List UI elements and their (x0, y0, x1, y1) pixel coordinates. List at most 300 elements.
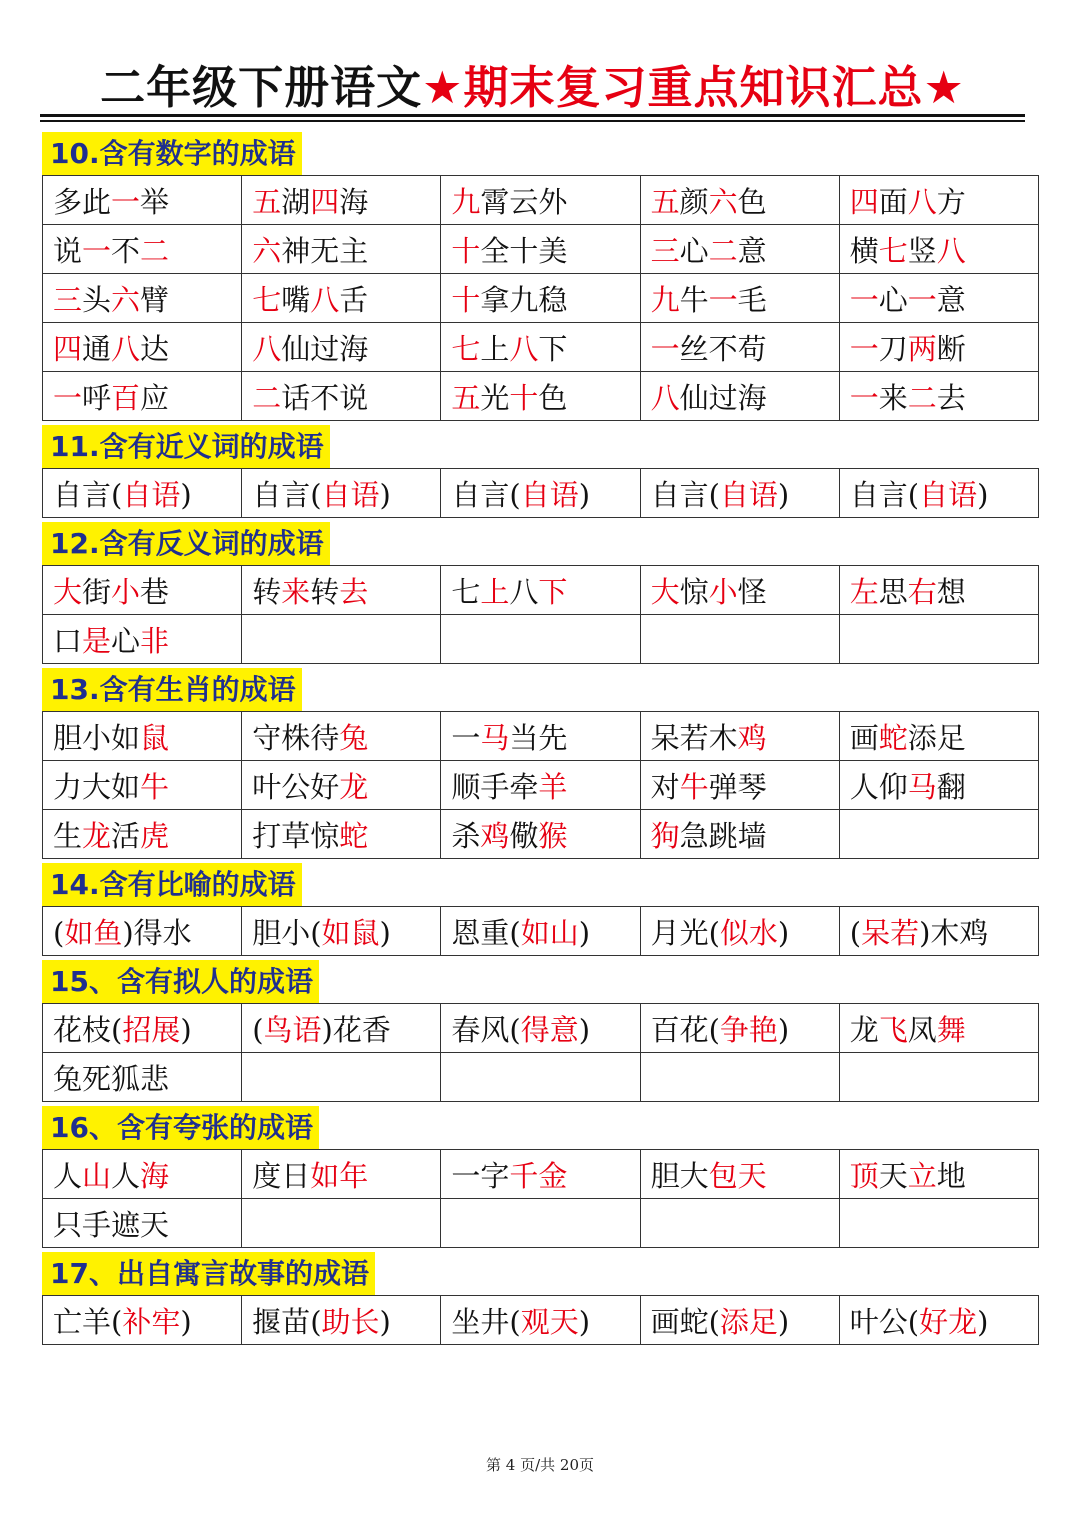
idiom-text: ) (180, 477, 192, 512)
idiom-cell (242, 1150, 441, 1199)
idiom-text: 人 (111, 1158, 141, 1193)
idiom-cell (441, 566, 640, 615)
idiom-highlight: 五 (252, 184, 282, 219)
idiom-text: 胆小( (252, 915, 322, 950)
section-heading-label: 13.含有生肖的成语 (42, 668, 302, 711)
idiom-text: 头 (82, 282, 112, 317)
idiom-highlight: 十 (509, 380, 539, 415)
idiom-text: 急跳墙 (679, 818, 767, 853)
section-heading-label: 10.含有数字的成语 (42, 132, 302, 175)
idiom-cell (242, 274, 441, 323)
idiom-highlight: 十 (451, 282, 481, 317)
idiom-cell (43, 1004, 242, 1053)
idiom-highlight: 四 (310, 184, 340, 219)
idiom-highlight: 百 (111, 380, 141, 415)
idiom-text: 天 (878, 1158, 908, 1193)
idiom-text: 不 (111, 233, 141, 268)
idiom-cell (839, 907, 1038, 956)
idiom-highlight: 五 (650, 184, 680, 219)
idiom-text: 八 (509, 574, 539, 609)
idiom-cell (242, 1004, 441, 1053)
table-row (43, 712, 1039, 761)
idiom-text: ) (777, 477, 790, 512)
idiom-text: ) (379, 915, 391, 950)
idiom-highlight: 一 (111, 184, 141, 219)
idiom-text: 意 (737, 233, 767, 268)
idiom-highlight: 三 (650, 233, 680, 268)
idiom-text: ) (578, 477, 591, 512)
idiom-text: 海 (339, 184, 369, 219)
idiom-text: 心 (878, 282, 908, 317)
idiom-text: ) (379, 477, 391, 512)
table-row (43, 469, 1039, 518)
idiom-text: ) (777, 1012, 790, 1047)
idiom-highlight: 小 (708, 574, 738, 609)
idiom-highlight: 一 (849, 380, 879, 415)
section-heading (42, 859, 1039, 906)
idiom-text: 呼 (82, 380, 112, 415)
idiom-text: 想 (936, 574, 966, 609)
section-heading (42, 664, 1039, 711)
idiom-text: 月光( (650, 915, 720, 950)
idiom-text: 方 (936, 184, 966, 219)
idiom-text: 举 (140, 184, 170, 219)
idiom-highlight: 一 (53, 380, 83, 415)
idiom-cell (640, 712, 839, 761)
idiom-text: 丝不苟 (679, 331, 767, 366)
idiom-cell (839, 225, 1038, 274)
idiom-cell (43, 225, 242, 274)
idiom-highlight: 一 (650, 331, 680, 366)
idiom-text: 上 (480, 331, 510, 366)
idiom-cell (839, 372, 1038, 421)
idiom-highlight: 二 (252, 380, 282, 415)
idiom-cell (43, 1150, 242, 1199)
idiom-text: 春风( (451, 1012, 521, 1047)
idiom-highlight: 虎 (140, 818, 170, 853)
idiom-cell (839, 712, 1038, 761)
title-underline-thin (40, 120, 1025, 122)
idiom-text: 地 (936, 1158, 966, 1193)
idiom-cell (640, 225, 839, 274)
idiom-text: 弹琴 (708, 769, 767, 804)
idiom-text: 恩重( (451, 915, 521, 950)
idiom-highlight: 狗 (650, 818, 680, 853)
idiom-text: 胆大 (650, 1158, 709, 1193)
idiom-highlight: 龙 (82, 818, 112, 853)
idiom-cell (43, 761, 242, 810)
idiom-cell (43, 810, 242, 859)
idiom-highlight: 六 (252, 233, 282, 268)
idiom-highlight: 添足 (719, 1304, 778, 1339)
idiom-cell (43, 372, 242, 421)
idiom-text: 断 (936, 331, 966, 366)
idiom-highlight: 千金 (509, 1158, 568, 1193)
idiom-highlight: 大 (53, 574, 83, 609)
idiom-highlight: 鸡 (737, 720, 767, 755)
idiom-cell (242, 1199, 441, 1248)
idiom-text: 只手遮天 (53, 1207, 170, 1242)
idiom-highlight: 猴 (538, 818, 568, 853)
idiom-highlight: 自语 (719, 477, 778, 512)
idiom-cell (640, 1004, 839, 1053)
idiom-highlight: 二 (140, 233, 170, 268)
table-row (43, 566, 1039, 615)
idiom-text: 牛 (679, 282, 709, 317)
idiom-cell (640, 615, 839, 664)
idiom-text: 人仰 (849, 769, 908, 804)
idiom-text: 光 (480, 380, 510, 415)
idiom-text: 神无主 (281, 233, 369, 268)
idiom-highlight: 助长 (321, 1304, 380, 1339)
idiom-highlight: 三 (53, 282, 83, 317)
section-heading (42, 518, 1039, 565)
idiom-cell (43, 176, 242, 225)
idiom-text: 刀 (878, 331, 908, 366)
idiom-cell (640, 469, 839, 518)
idiom-table (42, 175, 1039, 421)
idiom-table (42, 711, 1039, 859)
idiom-cell (441, 761, 640, 810)
idiom-text: 翻 (936, 769, 966, 804)
idiom-cell (839, 566, 1038, 615)
idiom-cell (640, 1053, 839, 1102)
idiom-cell (640, 372, 839, 421)
page-title (40, 48, 1025, 118)
idiom-table (42, 1003, 1039, 1102)
idiom-cell (640, 566, 839, 615)
idiom-cell (43, 615, 242, 664)
section-heading-label: 16、含有夸张的成语 (42, 1106, 319, 1149)
idiom-highlight: 羊 (538, 769, 568, 804)
table-row (43, 274, 1039, 323)
idiom-cell (640, 1199, 839, 1248)
idiom-text: ) (180, 1012, 192, 1047)
table-row (43, 1053, 1039, 1102)
idiom-cell (43, 469, 242, 518)
idiom-highlight: 是 (82, 623, 112, 658)
idiom-text: ) (578, 915, 591, 950)
idiom-highlight: 蛇 (339, 818, 369, 853)
idiom-text: ) (578, 1304, 591, 1339)
idiom-cell (441, 176, 640, 225)
idiom-table (42, 906, 1039, 956)
idiom-text: 怪 (737, 574, 767, 609)
idiom-highlight: 舞 (936, 1012, 966, 1047)
idiom-text: 力大如 (53, 769, 141, 804)
idiom-table (42, 468, 1039, 518)
idiom-cell (640, 1150, 839, 1199)
idiom-text: 面 (878, 184, 908, 219)
idiom-cell (839, 1053, 1038, 1102)
section-heading (42, 128, 1039, 175)
idiom-highlight: 二 (907, 380, 937, 415)
idiom-cell (242, 712, 441, 761)
table-row (43, 176, 1039, 225)
idiom-cell (441, 1150, 640, 1199)
idiom-text: 巷 (140, 574, 170, 609)
idiom-highlight: 八 (650, 380, 680, 415)
idiom-text: 画 (849, 720, 879, 755)
idiom-highlight: 去 (339, 574, 369, 609)
idiom-cell (640, 274, 839, 323)
idiom-highlight: 自语 (919, 477, 978, 512)
idiom-text: 叶公( (849, 1304, 920, 1339)
idiom-cell (640, 1296, 839, 1345)
idiom-text: 人 (53, 1158, 83, 1193)
idiom-text: 花枝( (53, 1012, 123, 1047)
table-row (43, 907, 1039, 956)
idiom-text: 达 (140, 331, 170, 366)
idiom-text: ) (777, 915, 790, 950)
idiom-text: 仙过海 (281, 331, 369, 366)
page-footer: 第 4 页/共 20页 (486, 1456, 594, 1474)
idiom-text: 口 (53, 623, 83, 658)
idiom-cell (43, 566, 242, 615)
idiom-text: 心 (679, 233, 709, 268)
idiom-text: 臂 (140, 282, 170, 317)
idiom-highlight: 观天 (520, 1304, 579, 1339)
idiom-highlight: 牛 (140, 769, 170, 804)
idiom-text: 生 (53, 818, 83, 853)
idiom-text: 转 (310, 574, 340, 609)
table-row (43, 615, 1039, 664)
idiom-highlight: 四 (53, 331, 83, 366)
idiom-table (42, 1295, 1039, 1345)
idiom-cell (441, 225, 640, 274)
idiom-cell (242, 907, 441, 956)
idiom-cell (441, 1053, 640, 1102)
idiom-text: 自言( (849, 477, 920, 512)
idiom-highlight: 左 (849, 574, 879, 609)
idiom-cell (43, 1296, 242, 1345)
idiom-cell (839, 810, 1038, 859)
idiom-highlight: 一 (82, 233, 112, 268)
idiom-highlight: 右 (907, 574, 937, 609)
idiom-cell (441, 372, 640, 421)
idiom-cell (242, 1296, 441, 1345)
idiom-text: ( (849, 915, 862, 950)
idiom-cell (441, 469, 640, 518)
idiom-text: 全十美 (480, 233, 568, 268)
idiom-text: 当先 (509, 720, 568, 755)
idiom-text: ) (777, 1304, 790, 1339)
idiom-text: 坐井( (451, 1304, 521, 1339)
idiom-highlight: 九 (451, 184, 481, 219)
idiom-text: 一字 (451, 1158, 510, 1193)
idiom-table (42, 1149, 1039, 1248)
idiom-highlight: 七 (878, 233, 908, 268)
idiom-text: 心 (111, 623, 141, 658)
idiom-text: 一 (451, 720, 481, 755)
idiom-text: 揠苗( (252, 1304, 322, 1339)
idiom-highlight: 六 (708, 184, 738, 219)
idiom-cell (839, 1150, 1038, 1199)
idiom-text: 惊 (679, 574, 709, 609)
section-heading-label: 14.含有比喻的成语 (42, 863, 302, 906)
idiom-cell (242, 469, 441, 518)
idiom-highlight: 自语 (321, 477, 380, 512)
idiom-cell (242, 372, 441, 421)
idiom-cell (839, 1296, 1038, 1345)
idiom-highlight: 飞 (878, 1012, 908, 1047)
idiom-highlight: 鼠 (140, 720, 170, 755)
idiom-cell (441, 712, 640, 761)
idiom-highlight: 大 (650, 574, 680, 609)
idiom-table (42, 565, 1039, 664)
idiom-text: 湖 (281, 184, 311, 219)
idiom-text: 兔死狐悲 (53, 1061, 170, 1096)
idiom-text: 颜 (679, 184, 709, 219)
idiom-text: 思 (878, 574, 908, 609)
idiom-highlight: 两 (907, 331, 937, 366)
idiom-text: ) (977, 1304, 989, 1339)
idiom-text: 横 (849, 233, 879, 268)
idiom-text: 应 (140, 380, 170, 415)
idiom-highlight: 招展 (122, 1012, 181, 1047)
idiom-text: 自言( (451, 477, 521, 512)
idiom-cell (441, 907, 640, 956)
idiom-text: 通 (82, 331, 112, 366)
idiom-text: 顺手牵 (451, 769, 539, 804)
idiom-cell (441, 1199, 640, 1248)
idiom-highlight: 马 (907, 769, 937, 804)
idiom-highlight: 自语 (122, 477, 181, 512)
idiom-cell (640, 810, 839, 859)
idiom-text: 转 (252, 574, 282, 609)
idiom-highlight: 争艳 (719, 1012, 778, 1047)
idiom-highlight: 六 (111, 282, 141, 317)
table-row (43, 323, 1039, 372)
idiom-highlight: 鸡 (480, 818, 510, 853)
idiom-highlight: 非 (140, 623, 170, 658)
idiom-cell (242, 323, 441, 372)
section-heading (42, 421, 1039, 468)
idiom-text: )木鸡 (919, 915, 989, 950)
idiom-highlight: 鸟语 (263, 1012, 322, 1047)
idiom-highlight: 小 (111, 574, 141, 609)
idiom-highlight: 一 (907, 282, 937, 317)
idiom-highlight: 似水 (719, 915, 778, 950)
idiom-text: 胆小如 (53, 720, 141, 755)
idiom-text: 呆若木 (650, 720, 738, 755)
idiom-highlight: 八 (111, 331, 141, 366)
idiom-highlight: 如鼠 (321, 915, 380, 950)
idiom-text: 添足 (907, 720, 966, 755)
idiom-text: ) (180, 1304, 192, 1339)
idiom-text: )得水 (122, 915, 192, 950)
idiom-text: 自言( (53, 477, 123, 512)
idiom-text: 自言( (650, 477, 720, 512)
idiom-cell (839, 469, 1038, 518)
idiom-cell (43, 1053, 242, 1102)
idiom-highlight: 八 (509, 331, 539, 366)
idiom-highlight: 如山 (520, 915, 579, 950)
idiom-highlight: 来 (281, 574, 311, 609)
idiom-highlight: 十 (451, 233, 481, 268)
title-black-part: 二年级下册语文 (100, 60, 423, 114)
idiom-cell (839, 1199, 1038, 1248)
idiom-cell (839, 323, 1038, 372)
section-heading-label: 12.含有反义词的成语 (42, 522, 330, 565)
idiom-highlight: 得意 (520, 1012, 579, 1047)
idiom-highlight: 山 (82, 1158, 112, 1193)
table-row (43, 225, 1039, 274)
idiom-highlight: 二 (708, 233, 738, 268)
idiom-text: 儆 (509, 818, 539, 853)
idiom-text: 打草惊 (252, 818, 340, 853)
idiom-highlight: 海 (140, 1158, 170, 1193)
section-heading-label: 11.含有近义词的成语 (42, 425, 330, 468)
idiom-highlight: 五 (451, 380, 481, 415)
idiom-text: 色 (538, 380, 568, 415)
table-row (43, 1004, 1039, 1053)
idiom-cell (640, 761, 839, 810)
idiom-highlight: 顶 (849, 1158, 879, 1193)
idiom-text: 画蛇( (650, 1304, 720, 1339)
section-heading-label: 15、含有拟人的成语 (42, 960, 319, 1003)
idiom-text: 色 (737, 184, 767, 219)
table-row (43, 372, 1039, 421)
sections-container (42, 128, 1039, 1345)
idiom-text: 百花( (650, 1012, 720, 1047)
idiom-cell (839, 615, 1038, 664)
idiom-cell (242, 761, 441, 810)
idiom-text: 龙 (849, 1012, 879, 1047)
idiom-highlight: 一 (849, 282, 879, 317)
idiom-text: ( (53, 915, 65, 950)
idiom-cell (242, 225, 441, 274)
idiom-text: ) (977, 477, 989, 512)
idiom-text: 去 (936, 380, 966, 415)
idiom-highlight: 自语 (520, 477, 579, 512)
idiom-highlight: 一 (708, 282, 738, 317)
idiom-cell (43, 712, 242, 761)
table-row (43, 1150, 1039, 1199)
section-heading (42, 1248, 1039, 1295)
idiom-highlight: 呆若 (861, 915, 920, 950)
idiom-text: )花香 (321, 1012, 391, 1047)
idiom-highlight: 兔 (339, 720, 369, 755)
idiom-highlight: 八 (936, 233, 966, 268)
idiom-cell (839, 274, 1038, 323)
idiom-highlight: 马 (480, 720, 510, 755)
table-row (43, 810, 1039, 859)
idiom-highlight: 一 (849, 331, 879, 366)
idiom-cell (242, 176, 441, 225)
idiom-highlight: 四 (849, 184, 879, 219)
idiom-highlight: 上 (480, 574, 510, 609)
idiom-cell (43, 323, 242, 372)
idiom-text: 度日 (252, 1158, 311, 1193)
table-row (43, 761, 1039, 810)
idiom-highlight: 八 (907, 184, 937, 219)
idiom-cell (441, 323, 640, 372)
title-red-part: ★期末复习重点知识汇总★ (422, 60, 965, 114)
idiom-highlight: 七 (451, 331, 481, 366)
idiom-highlight: 八 (252, 331, 282, 366)
idiom-text: 霄云外 (480, 184, 568, 219)
idiom-text: 凤 (907, 1012, 937, 1047)
idiom-text: 拿九稳 (480, 282, 568, 317)
idiom-text: 杀 (451, 818, 481, 853)
idiom-text: 街 (82, 574, 112, 609)
table-row (43, 1296, 1039, 1345)
idiom-highlight: 牛 (679, 769, 709, 804)
idiom-highlight: 如年 (310, 1158, 369, 1193)
idiom-cell (441, 274, 640, 323)
section-heading (42, 1102, 1039, 1149)
